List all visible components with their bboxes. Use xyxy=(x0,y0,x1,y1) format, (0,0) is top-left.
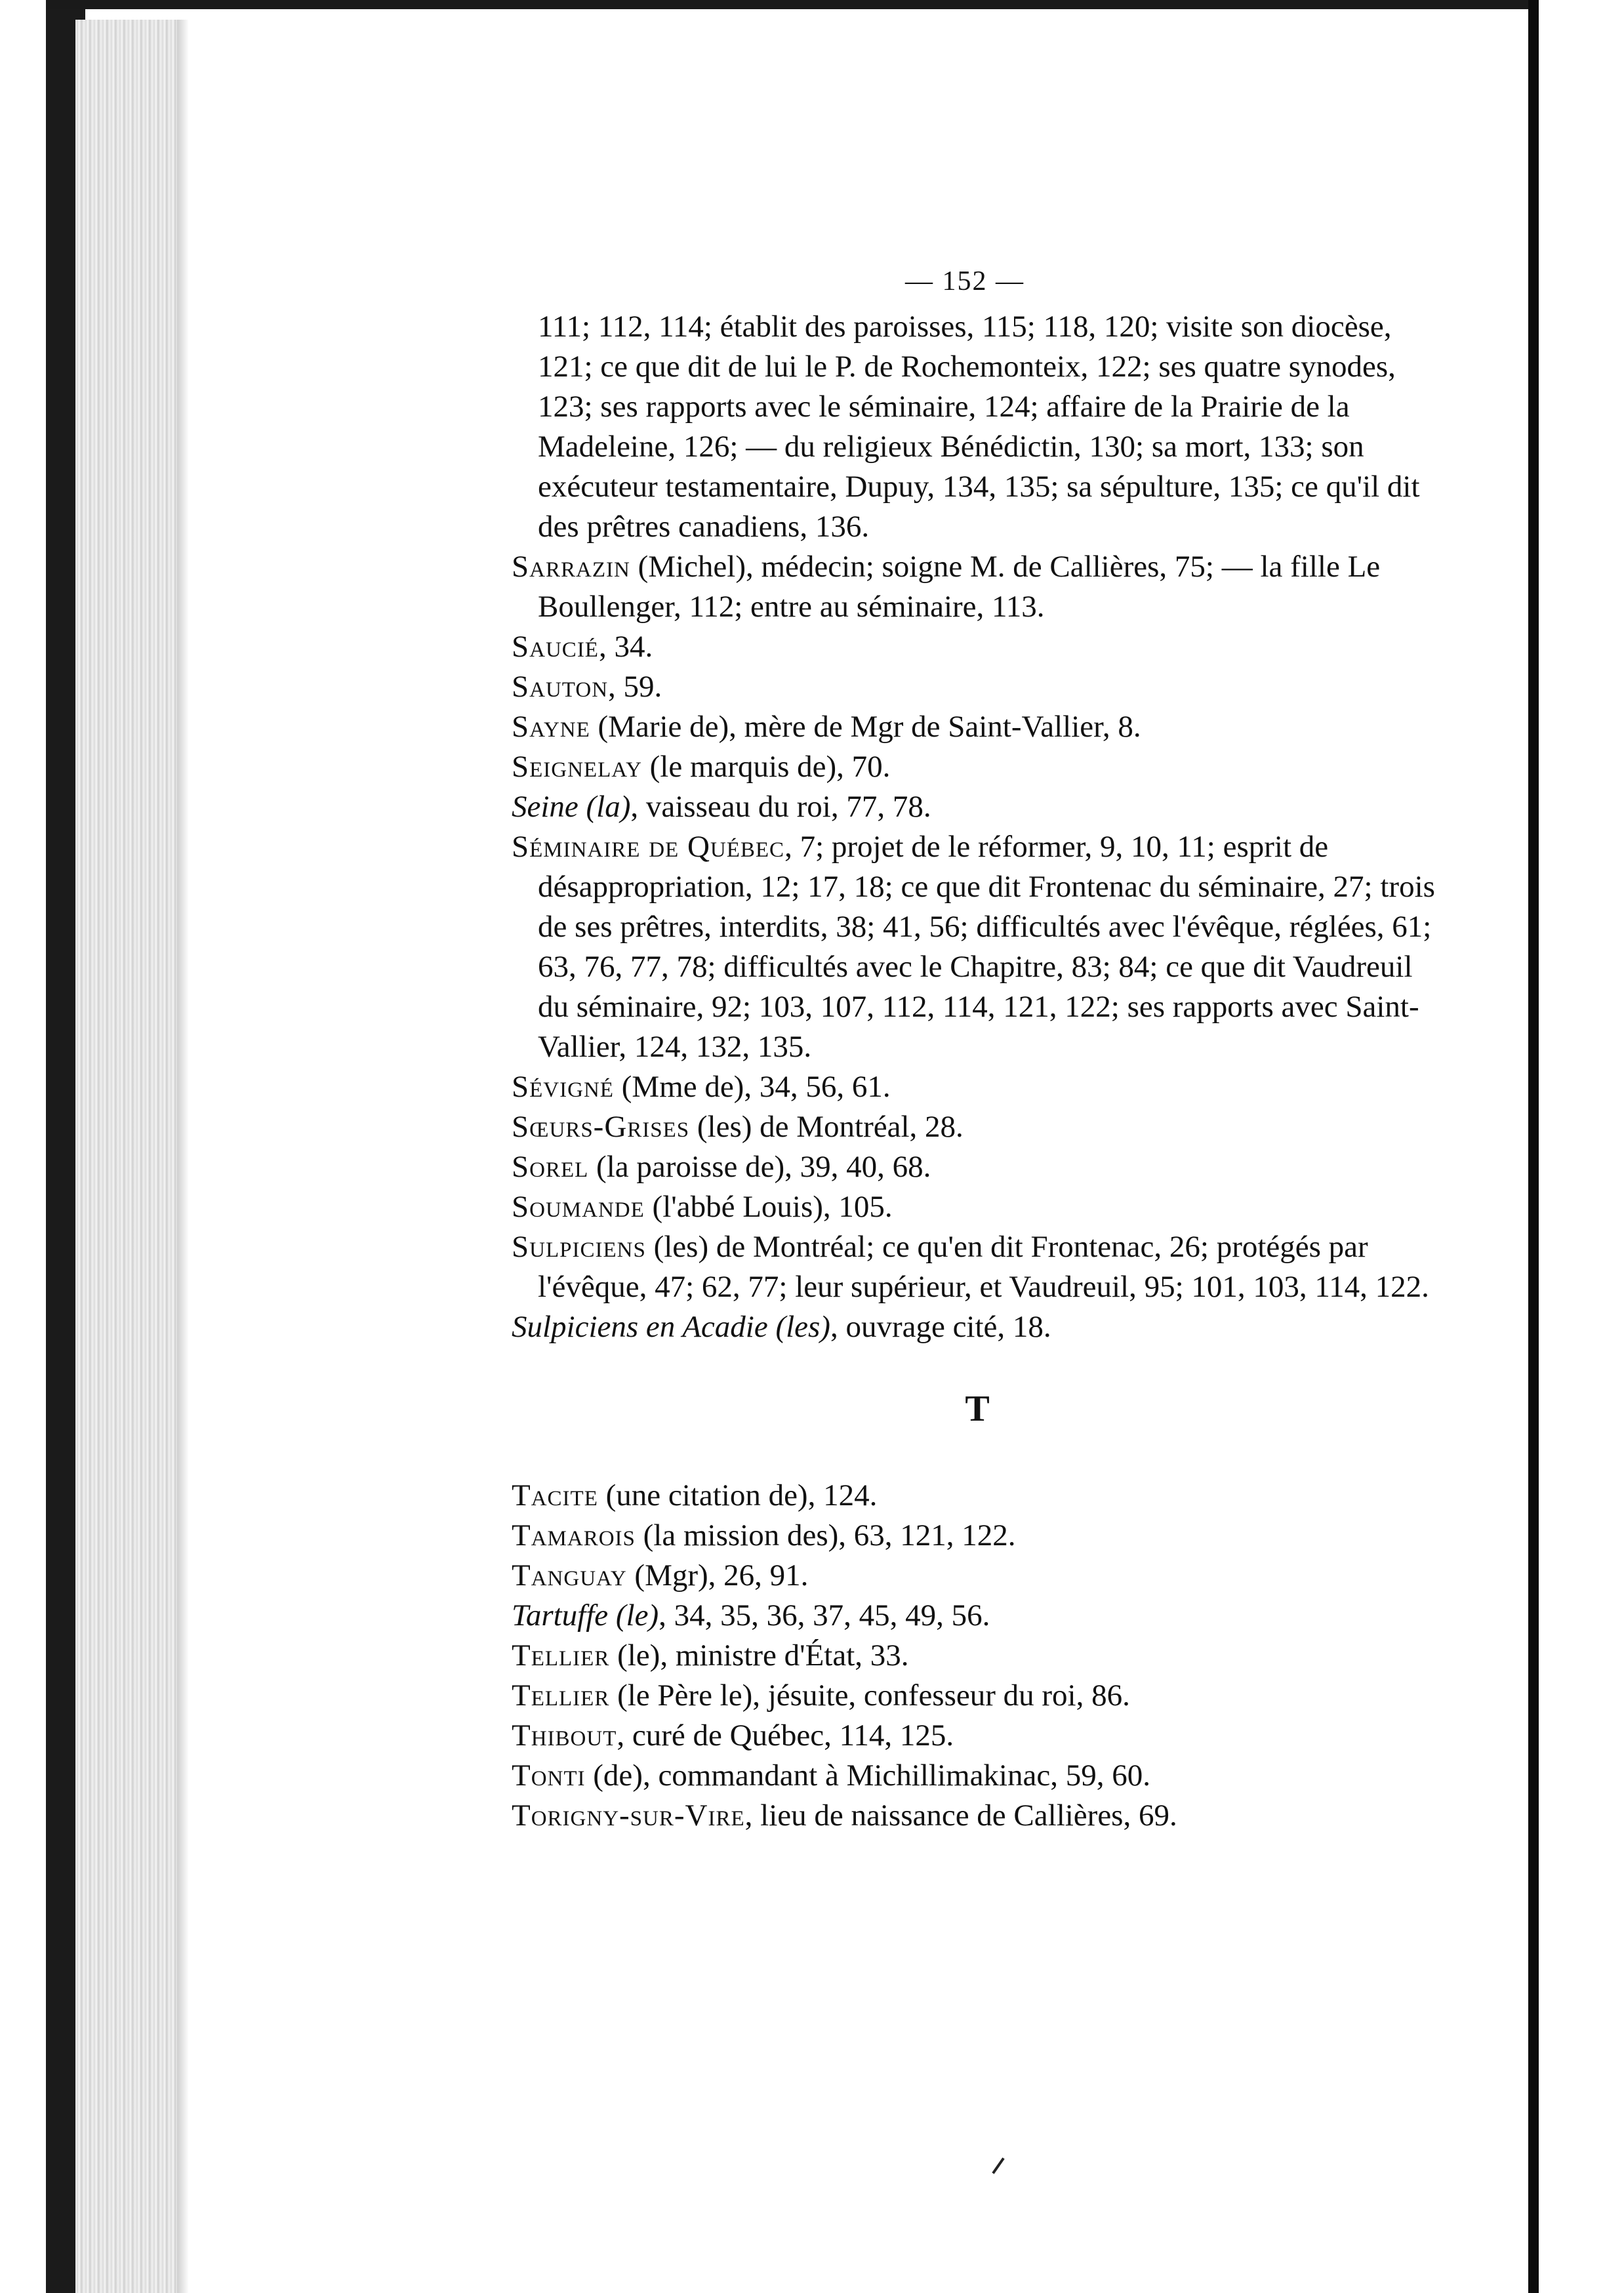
entry-head: Séminaire de Québec xyxy=(512,830,785,864)
entry-head: Sauton xyxy=(512,670,609,704)
index-entry xyxy=(512,1716,1443,1756)
entry-head: Torigny-sur-Vire xyxy=(512,1798,745,1833)
entry-head: Soumande xyxy=(512,1190,645,1224)
scan-right-border xyxy=(1528,0,1539,2293)
index-entry xyxy=(512,1676,1443,1716)
entry-text: (Marie de), mère de Mgr de Saint-Vallier, 8. xyxy=(590,710,1141,744)
index-entry xyxy=(512,1516,1443,1556)
index-entry xyxy=(512,1107,1443,1147)
page-stack-edges xyxy=(75,20,180,2293)
entry-text: (une citation de), 124. xyxy=(598,1478,878,1512)
entry-text: , vaisseau du roi, 77, 78. xyxy=(630,790,931,824)
entry-head: Sarrazin xyxy=(512,550,630,584)
section-letter: T xyxy=(965,1389,990,1429)
index-entry xyxy=(512,1227,1443,1307)
entry-text: (Mgr), 26, 91. xyxy=(626,1558,809,1593)
page-number: — 152 — xyxy=(905,266,1025,296)
entry-head: Tartuffe (le) xyxy=(512,1598,659,1633)
index-entry xyxy=(512,1147,1443,1187)
entry-text: (Michel), médecin; soigne M. de Callières, 75; — la fille Le Boullenger, 112; entre au séminaire, 113. xyxy=(538,550,1381,624)
index-entry xyxy=(512,547,1443,627)
index-entry xyxy=(512,1796,1443,1836)
index-entry xyxy=(512,1307,1443,1347)
entry-text: (le), ministre d'État, 33. xyxy=(609,1638,909,1673)
entry-head: Saucié xyxy=(512,630,599,664)
index-entry xyxy=(512,1636,1443,1676)
entry-text: , 34. xyxy=(598,630,653,664)
index-entry xyxy=(512,1187,1443,1227)
index-entry xyxy=(512,827,1443,1067)
index-entry xyxy=(512,1596,1443,1636)
entry-head: Tonti xyxy=(512,1758,586,1793)
index-entry xyxy=(512,627,1443,667)
entry-text: (de), commandant à Michillimakinac, 59, 60. xyxy=(585,1758,1150,1793)
entry-head: Tamarois xyxy=(512,1518,636,1552)
stray-pen-mark xyxy=(992,2157,1004,2174)
entry-head: Sulpiciens en Acadie (les) xyxy=(512,1310,830,1344)
index-entry xyxy=(512,667,1443,707)
entry-text: (le Père le), jésuite, confesseur du roi, 86. xyxy=(609,1678,1130,1713)
entry-text: (Mme de), 34, 56, 61. xyxy=(613,1070,891,1104)
entry-head: Sayne xyxy=(512,710,590,744)
entry-text: (le marquis de), 70. xyxy=(641,750,891,784)
index-text xyxy=(512,307,1443,1836)
entry-text: , 7; projet de le réformer, 9, 10, 11; esprit de désappropriation, 12; 17, 18; ce que dit Frontenac du séminaire, 27; trois de ses prêtres, interdits, 38; 41, 56; difficultés avec l'évêque, réglées, 61; 63, 76, 77, 78; difficultés avec le Chapitre, 83; 84; ce que dit Vaudreuil du séminaire, 92; 103, 107, 112, 114, 121, 122; ses rapports avec Saint-Vallier, 124, 132, 135. xyxy=(538,830,1435,1064)
entry-text: , 59. xyxy=(608,670,662,704)
index-entry xyxy=(512,1556,1443,1596)
entry-head: Sulpiciens xyxy=(512,1230,646,1264)
continued-entry: 111; 112, 114; établit des paroisses, 115; 118, 120; visite son diocèse, 121; ce que dit de lui le P. de Rochemonteix, 122; ses quatre synodes, 123; ses rapports avec le séminaire, 124; affaire de la Prairie de la Madeleine, 126; — du religieux Bénédictin, 130; sa mort, 133; son exécuteur testamentaire, Dupuy, 134, 135; sa sépulture, 135; ce qu'il dit des prêtres canadiens, 136. xyxy=(538,310,1420,544)
entry-head: Seignelay xyxy=(512,750,642,784)
index-s-entries xyxy=(512,547,1443,1347)
index-entry xyxy=(512,707,1443,747)
scan-top-border xyxy=(46,0,1535,9)
entry-text: , lieu de naissance de Callières, 69. xyxy=(744,1798,1177,1833)
entry-text: (l'abbé Louis), 105. xyxy=(644,1190,893,1224)
index-entry xyxy=(512,1756,1443,1796)
entry-text: (la paroisse de), 39, 40, 68. xyxy=(588,1150,931,1184)
entry-head: Sévigné xyxy=(512,1070,614,1104)
entry-text: (les) de Montréal; ce qu'en dit Frontenac, 26; protégés par l'évêque, 47; 62, 77; leur supérieur, et Vaudreuil, 95; 101, 103, 114, 122. xyxy=(538,1230,1429,1304)
entry-head: Thibout xyxy=(512,1718,617,1753)
index-entry xyxy=(512,1067,1443,1107)
entry-text: (les) de Montréal, 28. xyxy=(689,1110,964,1144)
index-entry xyxy=(512,1476,1443,1516)
entry-head: Sorel xyxy=(512,1150,589,1184)
entry-head: Tanguay xyxy=(512,1558,627,1593)
entry-text: , 34, 35, 36, 37, 45, 49, 56. xyxy=(659,1598,990,1633)
index-entry xyxy=(512,747,1443,787)
page-gutter-shadow xyxy=(177,20,189,2293)
entry-head: Sœurs-Grises xyxy=(512,1110,690,1144)
index-t-entries xyxy=(512,1476,1443,1836)
entry-head: Tellier xyxy=(512,1638,610,1673)
entry-head: Seine (la) xyxy=(512,790,631,824)
entry-text: , curé de Québec, 114, 125. xyxy=(617,1718,954,1753)
entry-text: (la mission des), 63, 121, 122. xyxy=(635,1518,1016,1552)
entry-head: Tellier xyxy=(512,1678,610,1713)
index-entry xyxy=(512,787,1443,827)
entry-head: Tacite xyxy=(512,1478,598,1512)
entry-text: , ouvrage cité, 18. xyxy=(830,1310,1051,1344)
